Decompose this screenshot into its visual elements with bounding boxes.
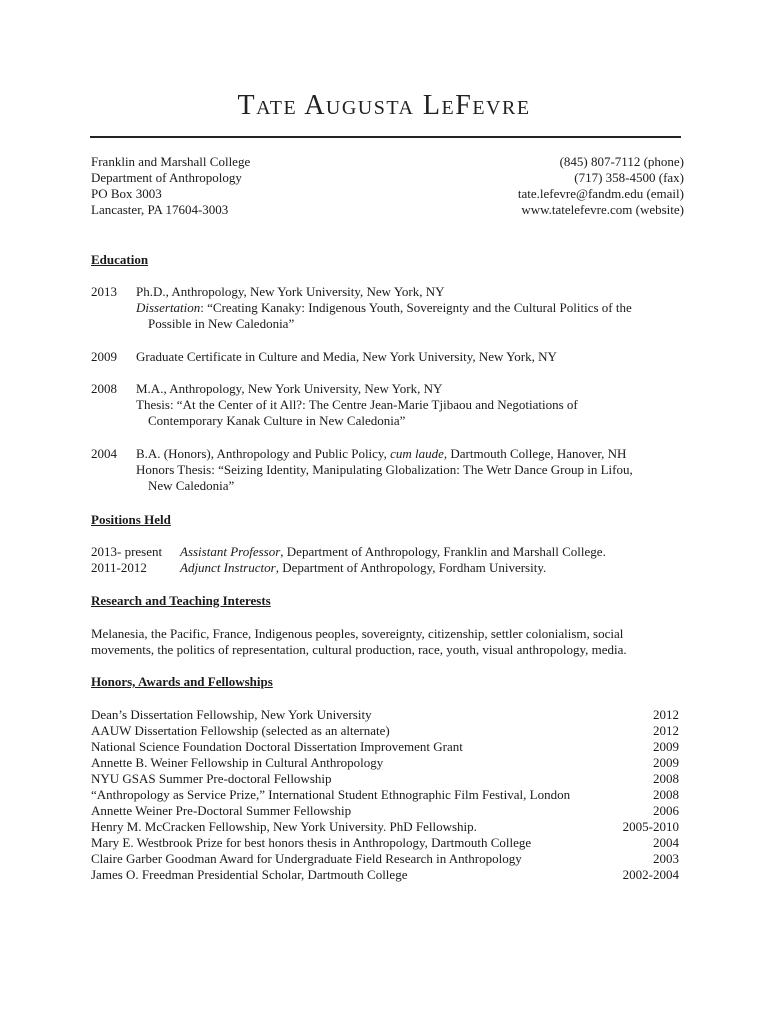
interests-heading: Research and Teaching Interests <box>91 593 271 608</box>
degree-line: Ph.D., Anthropology, New York University, New York, NY <box>136 284 445 299</box>
contact-row <box>91 154 684 170</box>
honor-name: “Anthropology as Service Prize,” International Student Ethnographic Film Festival, London <box>91 787 571 802</box>
honors-list <box>91 707 679 883</box>
honor-year: 2009 <box>653 755 679 770</box>
website: www.tatelefevre.com (website) <box>521 202 684 217</box>
position-description <box>180 544 606 560</box>
honor-item <box>91 723 679 739</box>
education-details <box>136 446 684 494</box>
education-year: 2008 <box>91 381 117 396</box>
honor-item <box>91 835 679 851</box>
education-year: 2013 <box>91 284 117 299</box>
honors-heading: Honors, Awards and Fellowships <box>91 674 273 689</box>
honor-name: Mary E. Westbrook Prize for best honors thesis in Anthropology, Dartmouth College <box>91 835 532 850</box>
address-city: Lancaster, PA 17604-3003 <box>91 202 229 217</box>
dissertation-title-cont: Possible in New Caledonia” <box>148 316 295 331</box>
header-divider <box>90 136 681 138</box>
position-entry <box>91 544 684 560</box>
position-department: , Department of Anthropology, Franklin and Marshall College. <box>280 544 606 559</box>
interests-paragraph <box>91 626 684 658</box>
address-po-box: PO Box 3003 <box>91 186 162 201</box>
honor-item <box>91 771 679 787</box>
dissertation-title: : “Creating Kanaky: Indigenous Youth, Sovereignty and the Cultural Politics of the <box>200 300 632 315</box>
honor-item <box>91 707 679 723</box>
honor-name: Henry M. McCracken Fellowship, New York University. PhD Fellowship. <box>91 819 477 834</box>
honor-name: Annette B. Weiner Fellowship in Cultural Anthropology <box>91 755 384 770</box>
honor-year: 2006 <box>653 803 679 818</box>
honor-item <box>91 787 679 803</box>
contact-row <box>91 186 684 202</box>
honor-year: 2012 <box>653 723 679 738</box>
thesis-line: Honors Thesis: “Seizing Identity, Manipulating Globalization: The Wetr Dance Group in Lifou, <box>136 462 633 477</box>
address-institution: Franklin and Marshall College <box>91 154 251 169</box>
positions-heading: Positions Held <box>91 512 171 527</box>
honor-year: 2012 <box>653 707 679 722</box>
honor-year: 2009 <box>653 739 679 754</box>
honor-item <box>91 867 679 883</box>
education-heading: Education <box>91 252 149 267</box>
contact-row <box>91 202 684 218</box>
honor-year: 2008 <box>653 771 679 786</box>
education-details <box>136 349 684 365</box>
degree-line: M.A., Anthropology, New York University, New York, NY <box>136 381 443 396</box>
phone: (845) 807-7112 (phone) <box>559 154 684 169</box>
thesis-line: Thesis: “At the Center of it All?: The Centre Jean-Marie Tjibaou and Negotiations of <box>136 397 578 412</box>
honor-item <box>91 755 679 771</box>
position-dates: 2011-2012 <box>91 560 147 575</box>
honor-name: AAUW Dissertation Fellowship (selected as an alternate) <box>91 723 390 738</box>
honor-item <box>91 803 679 819</box>
honor-year: 2008 <box>653 787 679 802</box>
degree-line <box>136 446 684 462</box>
contact-row <box>91 170 684 186</box>
latin-honors: cum laude <box>390 446 444 461</box>
interests-line: Melanesia, the Pacific, France, Indigenous peoples, sovereignty, citizenship, settler colonialism, social <box>91 626 624 641</box>
honor-name: National Science Foundation Doctoral Dissertation Improvement Grant <box>91 739 463 754</box>
position-title: Adjunct Instructor <box>180 560 276 575</box>
position-entry <box>91 560 684 576</box>
honor-name: James O. Freedman Presidential Scholar, Dartmouth College <box>91 867 408 882</box>
education-year: 2009 <box>91 349 117 364</box>
education-year: 2004 <box>91 446 117 461</box>
honor-year: 2002-2004 <box>622 867 679 882</box>
education-details <box>136 381 684 429</box>
position-dates: 2013- present <box>91 544 163 559</box>
email: tate.lefevre@fandm.edu (email) <box>517 186 684 201</box>
position-department: , Department of Anthropology, Fordham University. <box>275 560 547 575</box>
interests-line: movements, the politics of representation, cultural production, race, youth, visual anthropology, media. <box>91 642 627 657</box>
honor-item <box>91 819 679 835</box>
dissertation-label: Dissertation <box>136 300 201 315</box>
honor-item <box>91 739 679 755</box>
position-title: Assistant Professor <box>180 544 281 559</box>
degree-line: Graduate Certificate in Culture and Media, New York University, New York, NY <box>136 349 557 364</box>
thesis-title-cont: New Caledonia” <box>148 478 235 493</box>
address-department: Department of Anthropology <box>91 170 242 185</box>
thesis-title-cont: Contemporary Kanak Culture in New Caledonia” <box>148 413 406 428</box>
honor-year: 2004 <box>653 835 679 850</box>
honor-year: 2003 <box>653 851 679 866</box>
honor-year: 2005-2010 <box>622 819 679 834</box>
honor-name: NYU GSAS Summer Pre-doctoral Fellowship <box>91 771 332 786</box>
honor-name: Dean’s Dissertation Fellowship, New York University <box>91 707 372 722</box>
position-description <box>180 560 546 576</box>
honor-name: Annette Weiner Pre-Doctoral Summer Fellowship <box>91 803 352 818</box>
degree-institution: , Dartmouth College, Hanover, NH <box>443 446 627 461</box>
dissertation-line <box>136 300 684 316</box>
contact-block <box>91 154 684 218</box>
honor-item <box>91 851 679 867</box>
honor-name: Claire Garber Goodman Award for Undergraduate Field Research in Anthropology <box>91 851 522 866</box>
education-details <box>136 284 684 332</box>
cv-name-heading: Tate Augusta LeFevre <box>237 90 531 121</box>
degree-text: B.A. (Honors), Anthropology and Public Policy, <box>136 446 391 461</box>
fax: (717) 358-4500 (fax) <box>574 170 684 185</box>
